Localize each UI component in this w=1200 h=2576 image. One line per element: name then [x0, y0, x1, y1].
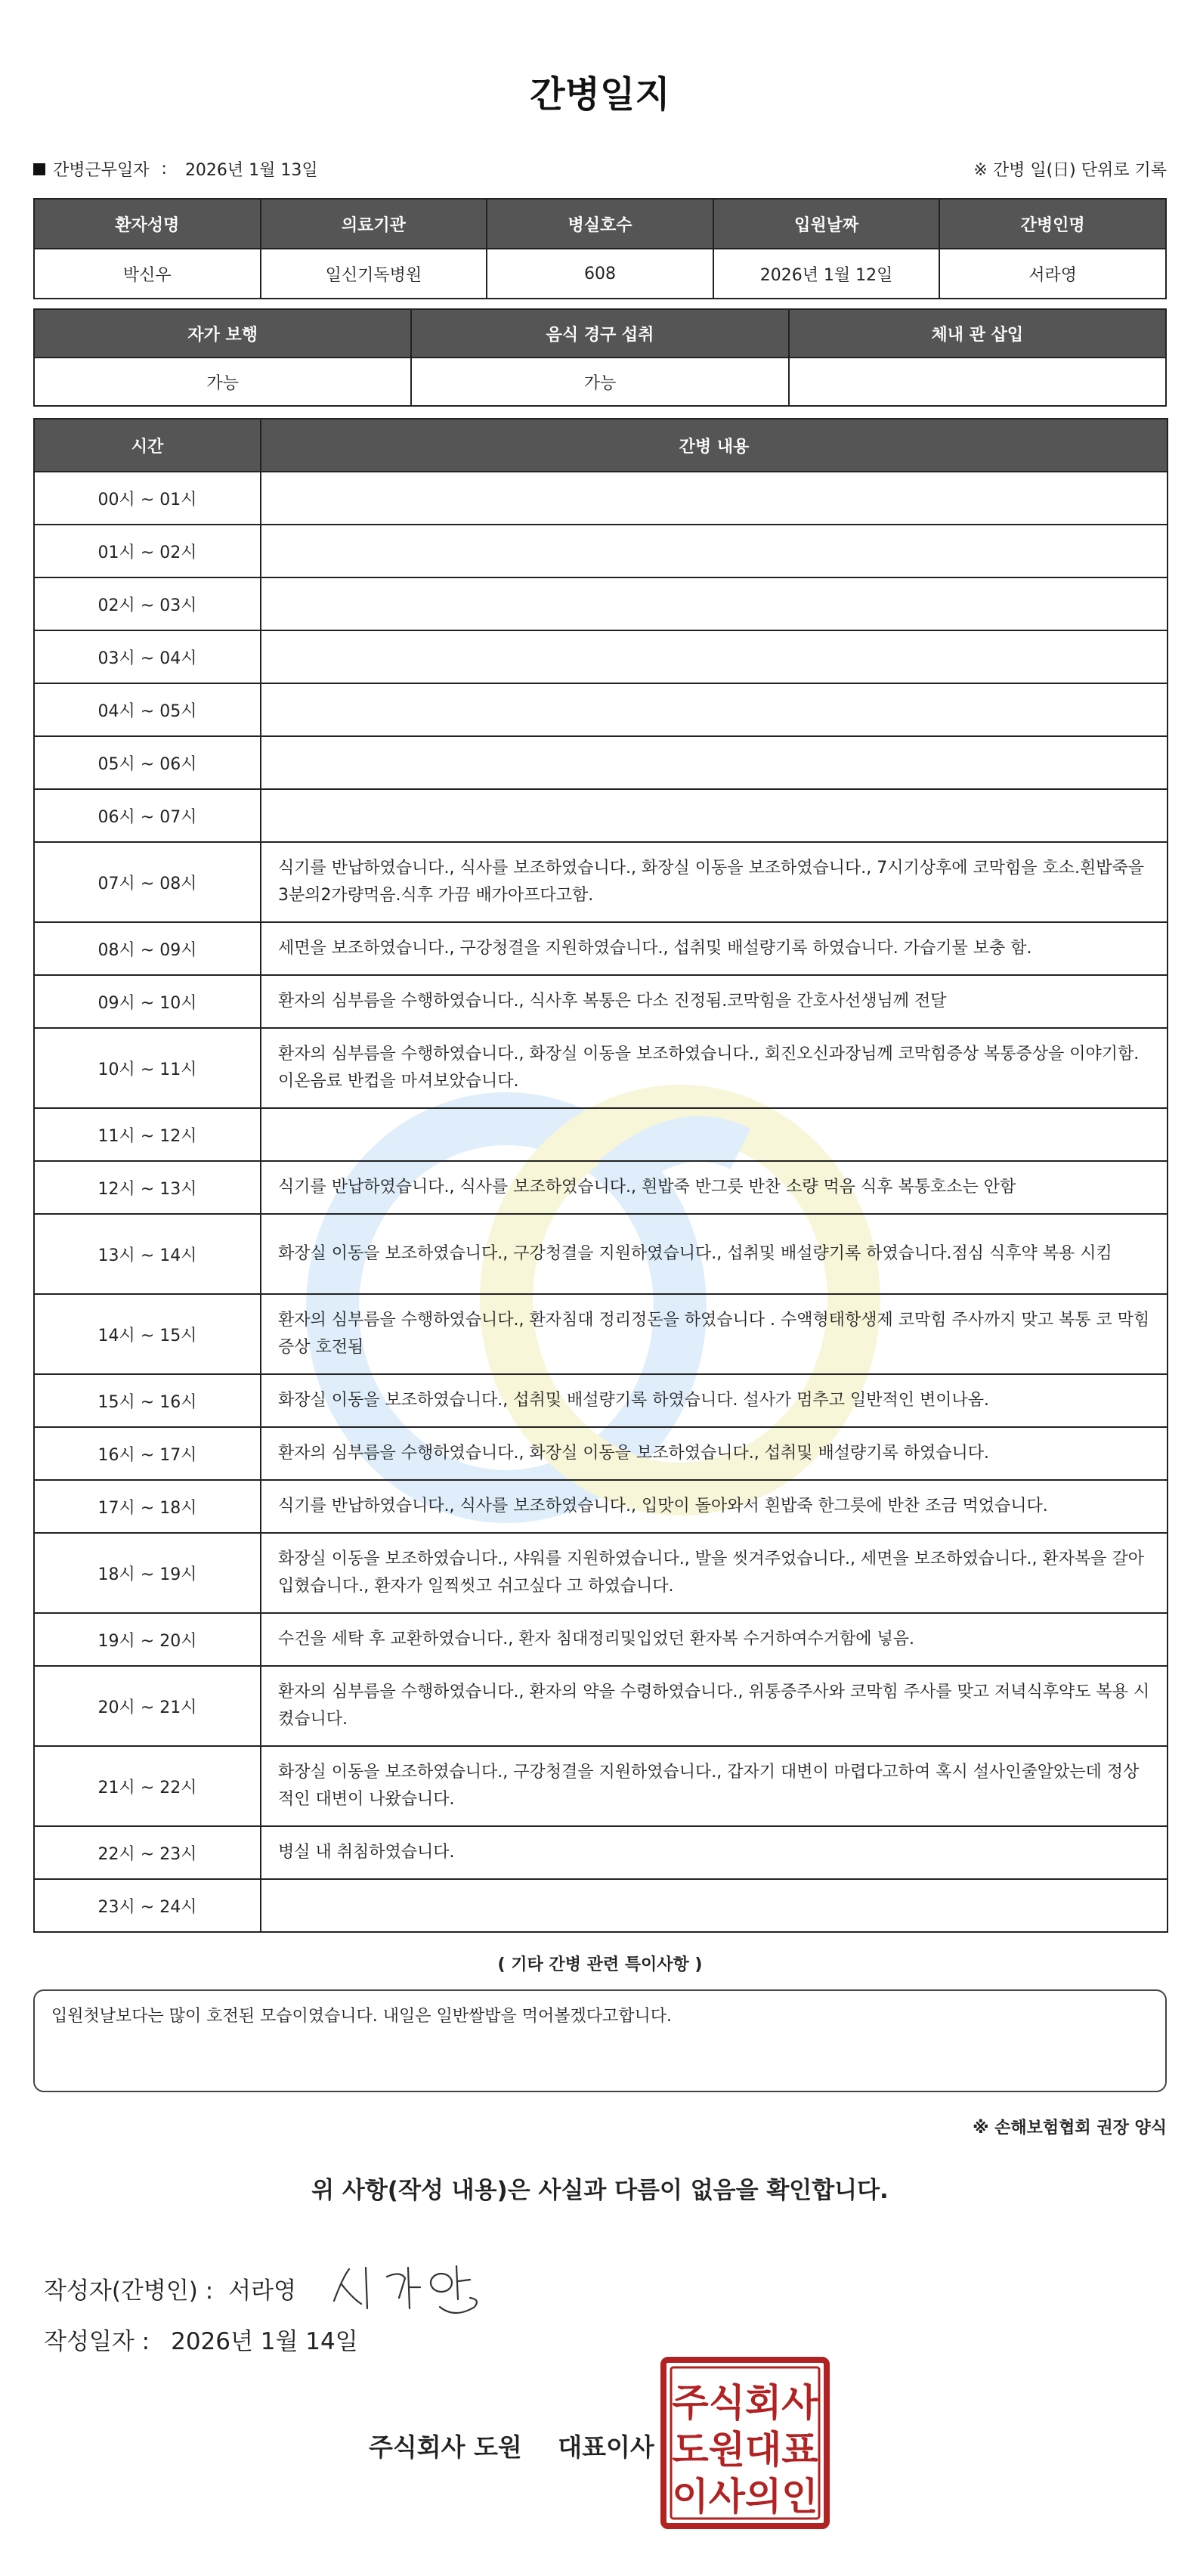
log-time: 16시 ~ 17시 — [34, 1427, 261, 1480]
table-row — [34, 1294, 1168, 1374]
table-row — [34, 1826, 1168, 1879]
table-row — [34, 525, 1168, 577]
table-row — [34, 842, 1168, 922]
log-time: 14시 ~ 15시 — [34, 1294, 261, 1374]
date-label: 간병근무일자 — [53, 161, 150, 180]
log-time: 04시 ~ 05시 — [34, 683, 261, 736]
header-caregiver: 간병인명 — [939, 199, 1166, 249]
log-content — [261, 736, 1168, 789]
walking-value: 가능 — [34, 358, 411, 406]
notes-box: 입원첫날보다는 많이 호전된 모습이였습니다. 내일은 일반쌀밥을 먹어볼겠다고합니다. — [33, 1989, 1167, 2092]
table-row — [34, 1214, 1168, 1294]
patient-info-table — [33, 198, 1167, 299]
log-content — [261, 525, 1168, 577]
header-walking: 자가 보행 — [34, 309, 411, 358]
log-content — [261, 1879, 1168, 1932]
log-time: 11시 ~ 12시 — [34, 1108, 261, 1161]
writer-label: 작성자(간병인) : — [44, 2277, 214, 2305]
table-row — [34, 683, 1168, 736]
table-row — [34, 630, 1168, 683]
table-row — [34, 1533, 1168, 1613]
table-row — [34, 1746, 1168, 1826]
log-content: 화장실 이동을 보조하였습니다., 섭취및 배설량기록 하였습니다. 설사가 멈추고 일반적인 변이나옴. — [261, 1374, 1168, 1427]
table-row — [34, 249, 1166, 299]
written-date-label: 작성일자 : — [44, 2328, 150, 2355]
log-content: 환자의 심부름을 수행하였습니다., 화장실 이동을 보조하였습니다., 회진오신과장님께 코막힘증상 복통증상을 이야기함. 이온음료 반컵을 마셔보았습니다. — [261, 1028, 1168, 1108]
log-content: 환자의 심부름을 수행하였습니다., 식사후 복통은 다소 진정됨.코막힘을 간호사선생님께 전달 — [261, 975, 1168, 1028]
company-name: 주식회사 도원 — [369, 2432, 522, 2462]
log-time: 20시 ~ 21시 — [34, 1666, 261, 1746]
log-time: 21시 ~ 22시 — [34, 1746, 261, 1826]
header-room: 병실호수 — [487, 199, 713, 249]
table-row — [34, 1480, 1168, 1533]
admission-date: 2026년 1월 12일 — [713, 249, 940, 299]
writer-name: 서라영 — [228, 2277, 297, 2305]
log-content: 식기를 반납하였습니다., 식사를 보조하였습니다., 흰밥죽 반그릇 반찬 소량 먹음 식후 복통호소는 안함 — [261, 1161, 1168, 1214]
table-row — [34, 1161, 1168, 1214]
log-time: 02시 ~ 03시 — [34, 577, 261, 630]
log-time: 05시 ~ 06시 — [34, 736, 261, 789]
log-content: 병실 내 취침하였습니다. — [261, 1826, 1168, 1879]
log-time: 23시 ~ 24시 — [34, 1879, 261, 1932]
log-content — [261, 630, 1168, 683]
log-time: 19시 ~ 20시 — [34, 1613, 261, 1666]
table-row — [34, 1427, 1168, 1480]
table-row — [34, 736, 1168, 789]
log-content — [261, 577, 1168, 630]
log-time: 01시 ~ 02시 — [34, 525, 261, 577]
log-content — [261, 683, 1168, 736]
writer-line — [44, 2254, 493, 2322]
log-content: 화장실 이동을 보조하였습니다., 샤워를 지원하였습니다., 발을 씻겨주었습니다., 세면을 보조하였습니다., 환자복을 갈아입혔습니다., 환자가 일찍씻고 쉬고싶다 고 하였습니다. — [261, 1533, 1168, 1613]
log-content: 세면을 보조하였습니다., 구강청결을 지원하였습니다., 섭취및 배설량기록 하였습니다. 가습기물 보충 함. — [261, 922, 1168, 975]
table-row — [34, 472, 1168, 525]
table-row — [34, 1613, 1168, 1666]
table-row — [34, 1028, 1168, 1108]
header-admission-date: 입원날짜 — [713, 199, 940, 249]
tube-value — [789, 358, 1166, 406]
company-signoff — [369, 2428, 654, 2463]
table-header-row — [34, 419, 1168, 472]
written-date-value: 2026년 1월 14일 — [171, 2328, 358, 2355]
seal-line-2: 도원대표 — [672, 2428, 818, 2472]
confirm-statement: 위 사항(작성 내용)은 사실과 다름이 없음을 확인합니다. — [311, 2177, 889, 2204]
header-tube: 체내 관 삽입 — [789, 309, 1166, 358]
seal-line-3: 이사의인 — [672, 2475, 818, 2519]
log-content: 화장실 이동을 보조하였습니다., 구강청결을 지원하였습니다., 섭취및 배설량기록 하였습니다.점심 식후약 복용 시킴 — [261, 1214, 1168, 1294]
table-row — [34, 789, 1168, 842]
log-time: 17시 ~ 18시 — [34, 1480, 261, 1533]
log-time: 07시 ~ 08시 — [34, 842, 261, 922]
log-content: 환자의 심부름을 수행하였습니다., 환자침대 정리정돈을 하였습니다 . 수액형태항생제 코막힘 주사까지 맞고 복통 코 막힘 증상 호전됨 — [261, 1294, 1168, 1374]
log-time: 18시 ~ 19시 — [34, 1533, 261, 1613]
log-time: 12시 ~ 13시 — [34, 1161, 261, 1214]
log-time: 13시 ~ 14시 — [34, 1214, 261, 1294]
log-content — [261, 789, 1168, 842]
log-time: 10시 ~ 11시 — [34, 1028, 261, 1108]
header-hospital: 의료기관 — [261, 199, 487, 249]
page-title: 간병일지 — [530, 73, 670, 116]
log-content: 식기를 반납하였습니다., 식사를 보조하였습니다., 화장실 이동을 보조하였습니다., 7시기상후에 코막힘을 호소.흰밥죽을 3분의2가량먹음.식후 가끔 배가아프다고함. — [261, 842, 1168, 922]
room-number: 608 — [487, 249, 713, 299]
hospital-name: 일신기독병원 — [261, 249, 487, 299]
table-row — [34, 577, 1168, 630]
header-care-content: 간병 내용 — [261, 419, 1168, 472]
log-content: 식기를 반납하였습니다., 식사를 보조하였습니다., 입맛이 돌아와서 흰밥죽 한그릇에 반찬 조금 먹었습니다. — [261, 1480, 1168, 1533]
log-time: 09시 ~ 10시 — [34, 975, 261, 1028]
table-row — [34, 975, 1168, 1028]
written-date — [44, 2322, 358, 2356]
company-seal-icon — [660, 2357, 830, 2529]
log-time: 00시 ~ 01시 — [34, 472, 261, 525]
table-header-row — [34, 309, 1166, 358]
log-time: 06시 ~ 07시 — [34, 789, 261, 842]
date-separator: : — [161, 159, 167, 178]
table-row — [34, 1879, 1168, 1932]
log-time: 03시 ~ 04시 — [34, 630, 261, 683]
header-patient-name: 환자성명 — [34, 199, 261, 249]
meta-row — [33, 157, 1167, 183]
table-row — [34, 358, 1166, 406]
header-time: 시간 — [34, 419, 261, 472]
patient-status-table — [33, 308, 1167, 407]
log-content: 환자의 심부름을 수행하였습니다., 환자의 약을 수령하였습니다., 위통증주사와 코막힘 주사를 맞고 저녁식후약도 복용 시켰습니다. — [261, 1666, 1168, 1746]
notes-title: ( 기타 간병 관련 특이사항 ) — [497, 1955, 703, 1974]
log-content — [261, 1108, 1168, 1161]
meta-date — [33, 157, 318, 181]
log-content: 수건을 세탁 후 교환하였습니다., 환자 침대정리및입었던 환자복 수거하여수거함에 넣음. — [261, 1613, 1168, 1666]
header-oral-intake: 음식 경구 섭취 — [411, 309, 788, 358]
oral-intake-value: 가능 — [411, 358, 788, 406]
date-value: 2026년 1월 13일 — [184, 161, 318, 180]
recommend-note: ※ 손해보험협회 권장 양식 — [973, 2119, 1167, 2138]
caregiver-name: 서라영 — [939, 249, 1166, 299]
log-time: 08시 ~ 09시 — [34, 922, 261, 975]
table-row — [34, 1666, 1168, 1746]
signature-icon — [326, 2254, 493, 2322]
company-title: 대표이사 — [558, 2432, 654, 2462]
table-header-row — [34, 199, 1166, 249]
patient-name: 박신우 — [34, 249, 261, 299]
log-time: 15시 ~ 16시 — [34, 1374, 261, 1427]
table-row — [34, 1374, 1168, 1427]
record-note: ※ 간병 일(日) 단위로 기록 — [973, 161, 1167, 180]
log-content: 화장실 이동을 보조하였습니다., 구강청결을 지원하였습니다., 갑자기 대변이 마렵다고하여 혹시 설사인줄알았는데 정상적인 대변이 나왔습니다. — [261, 1746, 1168, 1826]
table-row — [34, 922, 1168, 975]
table-row — [34, 1108, 1168, 1161]
square-bullet-icon — [33, 163, 45, 175]
log-time: 22시 ~ 23시 — [34, 1826, 261, 1879]
care-log-table — [33, 418, 1168, 1933]
log-content: 환자의 심부름을 수행하였습니다., 화장실 이동을 보조하였습니다., 섭취및 배설량기록 하였습니다. — [261, 1427, 1168, 1480]
seal-line-1: 주식회사 — [672, 2381, 818, 2425]
log-content — [261, 472, 1168, 525]
